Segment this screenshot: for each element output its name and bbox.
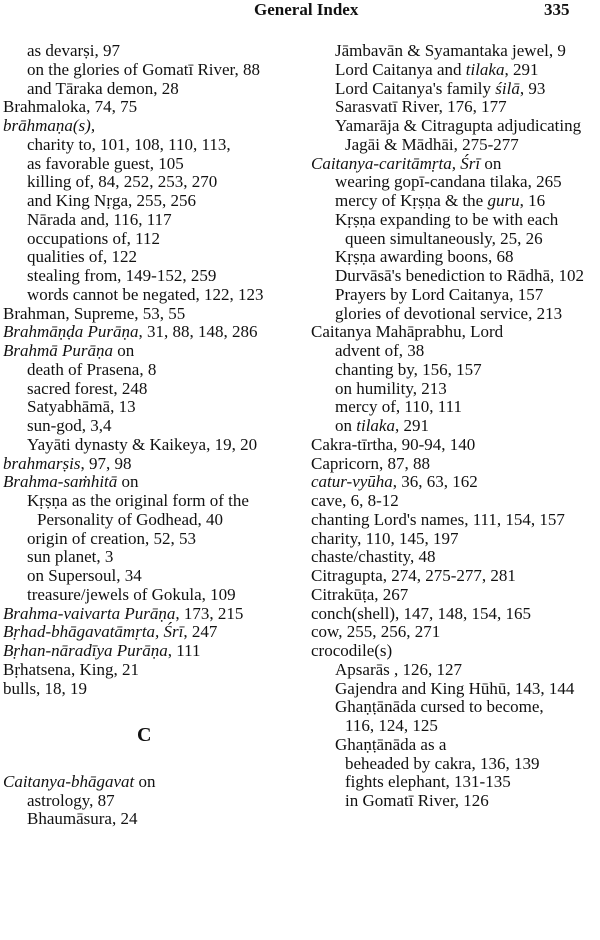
index-subentry: in Gomatī River, 126 bbox=[345, 791, 489, 810]
index-subentry: on tilaka, 291 bbox=[335, 416, 429, 435]
index-entry: bulls, 18, 19 bbox=[3, 678, 88, 698]
index-subentry: beheaded by cakra, 136, 139 bbox=[345, 753, 540, 773]
index-subentry: Lord Caitanya and tilaka, 291 bbox=[335, 59, 539, 79]
index-entry: cave, 6, 8-12 bbox=[311, 491, 399, 510]
index-entry: Bṛhatsena, King, 21 bbox=[3, 659, 139, 679]
index-subentry: queen simultaneously, 25, 26 bbox=[345, 228, 543, 248]
index-subentry: words cannot be negated, 122, 123 bbox=[27, 284, 264, 304]
index-entry: charity, 110, 145, 197 bbox=[311, 528, 459, 548]
running-title: General Index bbox=[254, 0, 359, 19]
index-subentry: on humility, 213 bbox=[335, 378, 447, 398]
index-subentry: Jāmbavān & Syamantaka jewel, 9 bbox=[335, 41, 566, 60]
index-entry: Brahma-vaivarta Purāṇa, 173, 215 bbox=[3, 603, 244, 623]
index-subentry: Kṛṣṇa awarding boons, 68 bbox=[335, 247, 514, 267]
index-entry: Citrakūṭa, 267 bbox=[311, 584, 409, 604]
index-subentry: mercy of, 110, 111 bbox=[335, 397, 462, 417]
index-subentry: on the glories of Gomatī River, 88 bbox=[27, 59, 261, 79]
index-subentry: Ghaṇṭānāda cursed to become, bbox=[335, 697, 544, 717]
index-subentry: as devarṣi, 97 bbox=[27, 41, 121, 60]
index-subentry: Durvāsā's benediction to Rādhā, 102 bbox=[335, 266, 585, 285]
index-subentry: as favorable guest, 105 bbox=[27, 153, 184, 173]
index-subentry: wearing gopī-candana tilaka, 265 bbox=[335, 172, 562, 192]
index-entry: Brahmaloka, 74, 75 bbox=[3, 97, 138, 117]
index-subentry: glories of devotional service, 213 bbox=[335, 303, 563, 323]
index-subentry: killing of, 84, 252, 253, 270 bbox=[27, 172, 218, 192]
index-subentry: stealing from, 149-152, 259 bbox=[27, 266, 217, 285]
page-header bbox=[0, 0, 600, 22]
index-subentry: Bhaumāsura, 24 bbox=[27, 809, 138, 829]
index-entry: Brahmāṇḍa Purāṇa, 31, 88, 148, 286 bbox=[3, 322, 258, 342]
index-subentry: chanting by, 156, 157 bbox=[335, 359, 482, 379]
index-subentry: Jagāi & Mādhāi, 275-277 bbox=[345, 134, 519, 154]
index-column-left bbox=[3, 42, 303, 829]
index-subentry: Personality of Godhead, 40 bbox=[37, 509, 224, 529]
index-entry: brahmarṣis, 97, 98 bbox=[3, 453, 132, 473]
index-entry: Citragupta, 274, 275-277, 281 bbox=[311, 566, 516, 585]
index-subentry: advent of, 38 bbox=[335, 341, 425, 360]
index-entry: Caitanya-caritāmṛta, Śrī on bbox=[311, 153, 502, 173]
index-subentry: occupations of, 112 bbox=[27, 228, 160, 248]
index-entry: cow, 255, 256, 271 bbox=[311, 622, 441, 642]
section-spacer bbox=[3, 754, 303, 773]
index-subentry: sacred forest, 248 bbox=[27, 378, 148, 398]
index-entry: Brahman, Supreme, 53, 55 bbox=[3, 303, 186, 323]
index-entry: Cakra-tīrtha, 90-94, 140 bbox=[311, 434, 476, 454]
section-spacer bbox=[3, 698, 303, 717]
index-subentry: astrology, 87 bbox=[27, 790, 115, 810]
index-subentry: sun-god, 3,4 bbox=[27, 416, 112, 435]
index-column-right bbox=[311, 42, 600, 811]
index-subentry: and Tāraka demon, 28 bbox=[27, 78, 179, 98]
index-entry: Brahma-saṁhitā on bbox=[3, 472, 139, 492]
index-subentry: Prayers by Lord Caitanya, 157 bbox=[335, 284, 544, 304]
index-subentry: 116, 124, 125 bbox=[345, 716, 438, 735]
index-subentry: Apsarās , 126, 127 bbox=[335, 659, 463, 679]
index-entry: Capricorn, 87, 88 bbox=[311, 453, 430, 473]
index-subentry: Yayāti dynasty & Kaikeya, 19, 20 bbox=[27, 434, 258, 454]
index-entry: crocodile(s) bbox=[311, 641, 393, 660]
index-entry: Caitanya-bhāgavat on bbox=[3, 771, 156, 791]
index-entry: conch(shell), 147, 148, 154, 165 bbox=[311, 603, 532, 623]
index-entry: Bṛhan-nāradīya Purāṇa, 111 bbox=[3, 641, 201, 660]
index-subentry: Nārada and, 116, 117 bbox=[27, 209, 172, 229]
index-subentry: Sarasvatī River, 176, 177 bbox=[335, 97, 507, 117]
index-subentry: Kṛṣṇa as the original form of the bbox=[27, 491, 249, 510]
index-subentry: mercy of Kṛṣṇa & the guru, 16 bbox=[335, 191, 546, 210]
index-entry: Caitanya Mahāprabhu, Lord bbox=[311, 322, 504, 342]
index-entry: chaste/chastity, 48 bbox=[311, 547, 436, 567]
index-entry: Brahmā Purāṇa on bbox=[3, 341, 135, 360]
index-subentry: and King Nṛga, 255, 256 bbox=[27, 191, 197, 210]
index-subentry: Gajendra and King Hūhū, 143, 144 bbox=[335, 678, 575, 698]
index-subentry: origin of creation, 52, 53 bbox=[27, 528, 197, 548]
index-subentry: Satyabhāmā, 13 bbox=[27, 397, 136, 417]
section-letter-heading: C bbox=[137, 724, 152, 746]
index-subentry: qualities of, 122 bbox=[27, 247, 138, 267]
index-entry: Bṛhad-bhāgavatāmṛta, Śrī, 247 bbox=[3, 622, 218, 642]
index-subentry: charity to, 101, 108, 110, 113, bbox=[27, 134, 231, 154]
index-subentry: Yamarāja & Citragupta adjudicating bbox=[335, 116, 582, 135]
index-entry: brāhmaṇa(s), bbox=[3, 116, 96, 135]
index-subentry: Lord Caitanya's family śilā, 93 bbox=[335, 78, 546, 98]
index-subentry: treasure/jewels of Gokula, 109 bbox=[27, 584, 236, 604]
page-number: 335 bbox=[544, 0, 570, 19]
index-entry: chanting Lord's names, 111, 154, 157 bbox=[311, 509, 565, 529]
index-subentry: sun planet, 3 bbox=[27, 547, 114, 567]
index-entry: catur-vyūha, 36, 63, 162 bbox=[311, 472, 478, 492]
index-subentry: Kṛṣṇa expanding to be with each bbox=[335, 209, 559, 229]
index-subentry: fights elephant, 131-135 bbox=[345, 772, 511, 792]
index-subentry: Ghaṇṭānāda as a bbox=[335, 734, 447, 754]
index-subentry: on Supersoul, 34 bbox=[27, 566, 142, 585]
index-subentry: death of Prasena, 8 bbox=[27, 359, 157, 379]
